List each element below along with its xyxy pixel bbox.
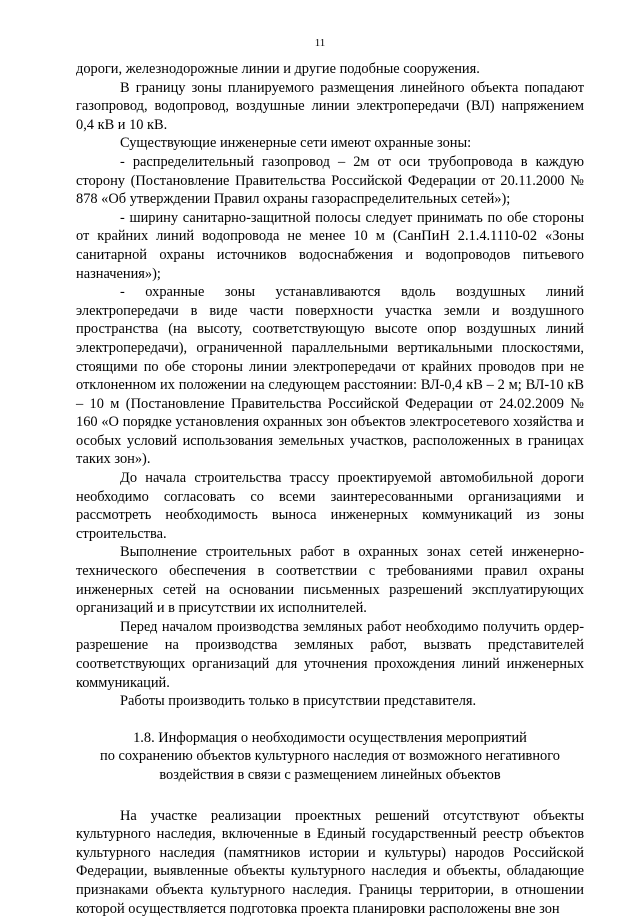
paragraph: дороги, железнодорожные линии и другие подобные сооружения. <box>76 61 480 77</box>
heading-line: воздействия в связи с размещением линейных объектов <box>159 766 501 783</box>
heading-line: 1.8. Информация о необходимости осуществления мероприятий <box>133 729 527 746</box>
list-item-water-pipeline: - ширину санитарно-защитной полосы следует принимать по обе стороны от крайних линий водопровода не менее 10 м (СанПиН 2.1.4.1110-02 «Зоны санитарной охраны источников водоснабжения и водопроводов питьевого назначения»); <box>76 209 584 282</box>
section-heading <box>76 729 584 785</box>
paragraph: Выполнение строительных работ в охранных зонах сетей инженерно-технического обеспечения в соответствии с требованиями правил охраны инженерных сетей на основании письменных разрешений эксплуатирующих организаций и в присутствии их исполнителей. <box>76 544 584 617</box>
paragraph: Существующие инженерные сети имеют охранные зоны: <box>120 135 472 152</box>
page-number: 11 <box>314 37 326 49</box>
paragraph: В границу зоны планируемого размещения линейного объекта попадают газопровод, водопровод, воздушные линии электропередачи (ВЛ) напряжением 0,4 кВ и 10 кВ. <box>76 79 584 133</box>
list-item-gas-pipeline: - распределительный газопровод – 2м от оси трубопровода в каждую сторону (Постановление Правительства Российской Федерации от 20.11.2000 № 878 «Об утверждении Правил охраны газораспределительных сетей»); <box>76 153 584 208</box>
paragraph: Работы производить только в присутствии представителя. <box>120 693 477 710</box>
document-body <box>76 60 584 918</box>
heading-line: по сохранению объектов культурного наследия от возможного негативного <box>100 748 560 765</box>
paragraph: Перед началом производства земляных работ необходимо получить ордер-разрешение на производства земляных работ, вызвать представителей соответствующих организаций для уточнения прохождения линий инженерных коммуникаций. <box>76 618 584 691</box>
paragraph: На участке реализации проектных решений отсутствуют объекты культурного наследия, включенные в Единый государственный реестр объектов культурного наследия (памятников истории и культуры) народов Российской Федерации, выявленные объекты культурного наследия и объекты, обладающие признаками объекта культурного наследия. Границы территории, в отношении которой осуществляется подготовка проекта планировки расположены вне зон <box>76 807 584 917</box>
list-item-power-lines: - охранные зоны устанавливаются вдоль воздушных линий электропередачи в виде части поверхности участка земли и воздушного пространства (на высоту, соответствующую высоте опор воздушных линий электропередачи), ограниченной параллельными вертикальными плоскостями, стоящими по обе стороны линии электропередачи от крайних проводов при не отклоненном их положении на следующем расстоянии: ВЛ-0,4 кВ – 2 м; ВЛ-10 кВ – 10 м (Постановление Правительства Российской Федерации от 24.02.2009 № 160 «О порядке установления охранных зон объектов электросетевого хозяйства и особых условий использования земельных участков, расположенных в границах таких зон»). <box>76 284 584 468</box>
paragraph: До начала строительства трассу проектируемой автомобильной дороги необходимо согласовать со всеми заинтересованными организациями и рассмотреть необходимость выноса инженерных коммуникаций из зоны строительства. <box>76 470 584 542</box>
